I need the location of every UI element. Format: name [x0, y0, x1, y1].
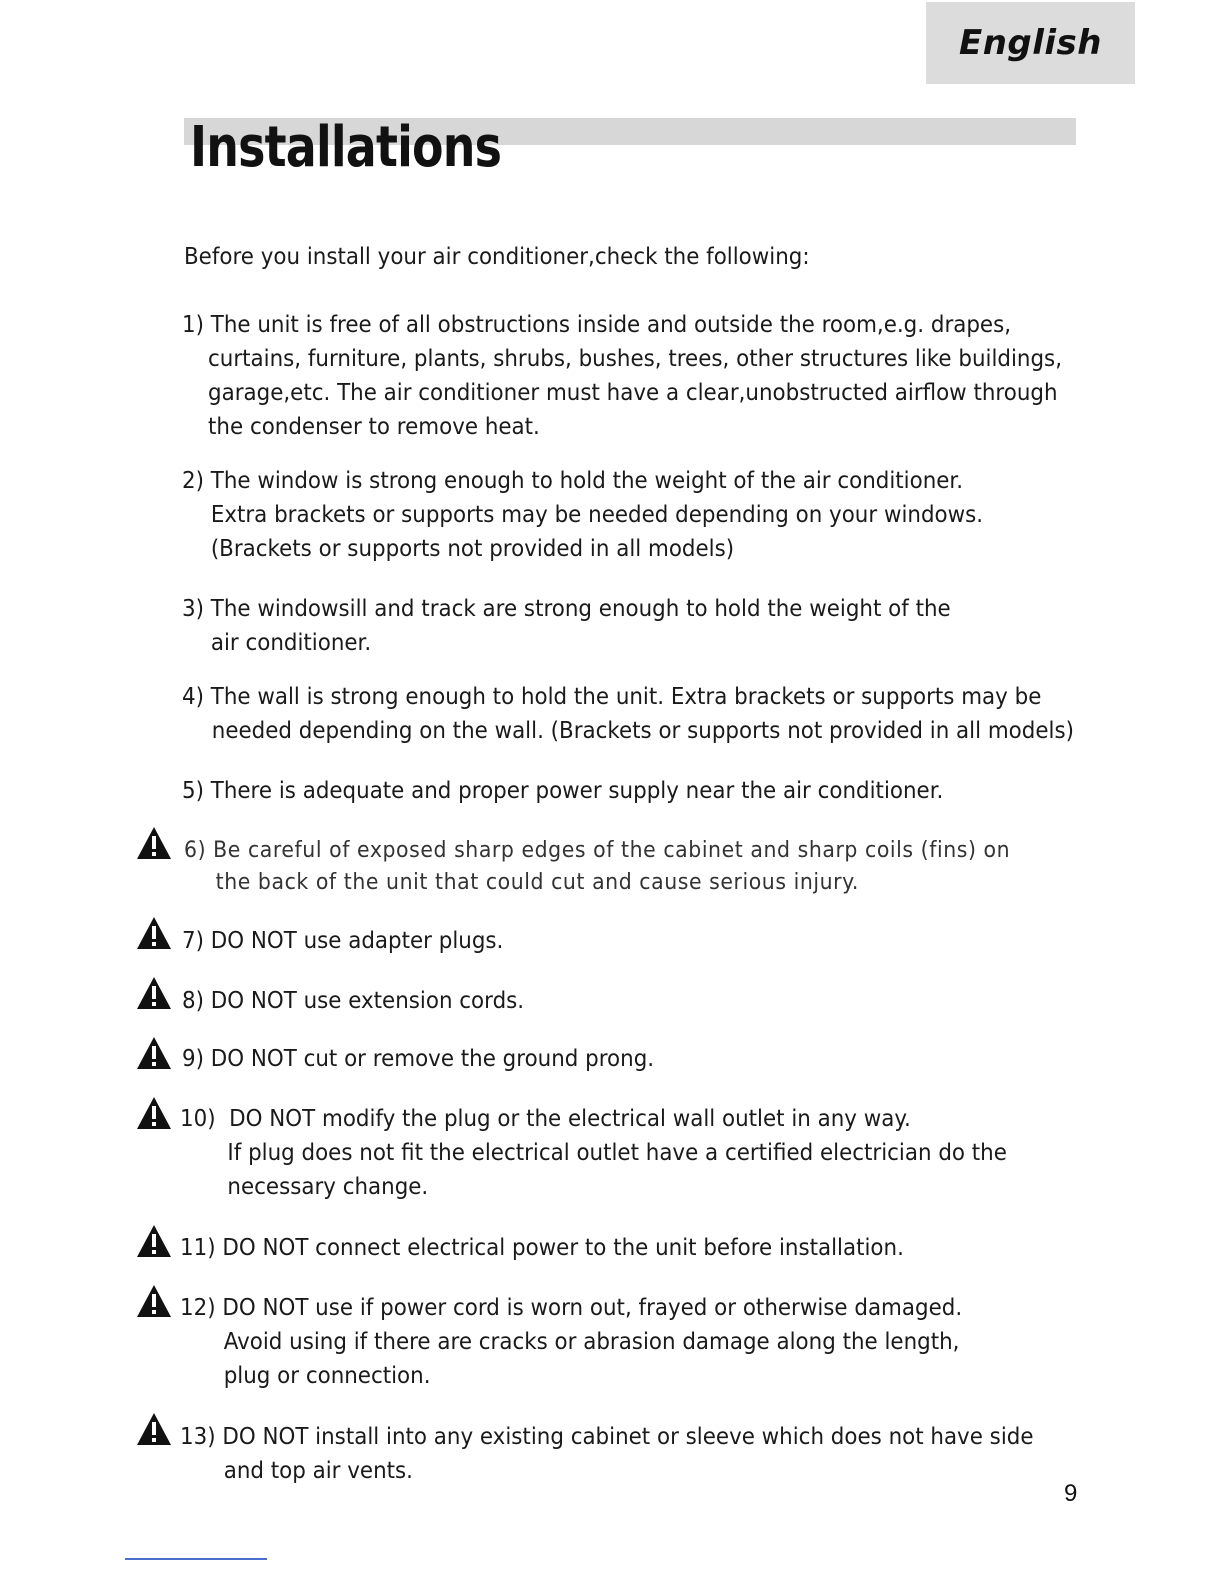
warning-icon	[136, 1412, 172, 1446]
language-label: English	[958, 23, 1103, 63]
item-text: the back of the unit that could cut and cause serious injury.	[215, 870, 859, 895]
page-number: 9	[1064, 1480, 1078, 1507]
list-item	[180, 1231, 904, 1265]
item-text: (Brackets or supports not provided in all models)	[210, 536, 735, 562]
warning-icon	[136, 916, 172, 950]
item-text: DO NOT connect electrical power to the unit before installation.	[222, 1235, 904, 1261]
item-text: DO NOT use if power cord is worn out, frayed or otherwise damaged.	[222, 1295, 963, 1321]
list-item	[182, 984, 524, 1018]
warning-icon	[136, 1036, 172, 1070]
list-item	[184, 835, 1010, 899]
item-number: 2)	[182, 468, 204, 494]
list-item	[182, 924, 503, 958]
item-text: necessary change.	[227, 1174, 429, 1200]
item-number: 6)	[184, 838, 207, 863]
warning-icon	[136, 1096, 172, 1130]
item-text: DO NOT install into any existing cabinet or sleeve which does not have side	[222, 1424, 1034, 1450]
item-text: There is adequate and proper power supply near the air conditioner.	[210, 778, 944, 804]
list-item	[180, 1291, 962, 1393]
item-number: 3)	[182, 596, 204, 622]
item-text: The windowsill and track are strong enough to hold the weight of the	[210, 596, 951, 622]
item-text: DO NOT use adapter plugs.	[210, 928, 504, 954]
item-text: Be careful of exposed sharp edges of the cabinet and sharp coils (fins) on	[213, 838, 1011, 863]
list-item	[182, 1042, 654, 1076]
item-text: If plug does not fit the electrical outlet have a certified electrician do the	[227, 1140, 1007, 1166]
item-number: 11)	[180, 1235, 216, 1261]
item-number: 10)	[180, 1106, 216, 1132]
warning-icon	[136, 826, 172, 860]
warning-icon	[136, 1284, 172, 1318]
bottom-rule	[125, 1558, 267, 1560]
item-text: The wall is strong enough to hold the unit. Extra brackets or supports may be	[210, 684, 1042, 710]
language-tab	[926, 2, 1135, 84]
list-item	[180, 1420, 1034, 1488]
item-number: 9)	[182, 1046, 204, 1072]
list-item	[180, 1102, 1007, 1204]
item-text: curtains, furniture, plants, shrubs, bushes, trees, other structures like buildings,	[208, 346, 1063, 372]
item-text: garage,etc. The air conditioner must have a clear,unobstructed airflow through	[208, 380, 1058, 406]
item-text: DO NOT use extension cords.	[210, 988, 525, 1014]
item-number: 5)	[182, 778, 204, 804]
list-item	[182, 774, 943, 808]
item-number: 4)	[182, 684, 204, 710]
item-number: 8)	[182, 988, 204, 1014]
item-text: Avoid using if there are cracks or abrasion damage along the length,	[223, 1329, 960, 1355]
page-title: Installations	[190, 115, 502, 180]
warning-icon	[136, 1224, 172, 1258]
item-text: plug or connection.	[223, 1363, 431, 1389]
item-text: and top air vents.	[223, 1458, 413, 1484]
item-text: Extra brackets or supports may be needed depending on your windows.	[210, 502, 984, 528]
item-text: The window is strong enough to hold the weight of the air conditioner.	[210, 468, 964, 494]
item-text: DO NOT cut or remove the ground prong.	[210, 1046, 655, 1072]
item-number: 7)	[182, 928, 204, 954]
list-item	[182, 308, 1062, 444]
item-number: 12)	[180, 1295, 216, 1321]
item-text: The unit is free of all obstructions inside and outside the room,e.g. drapes,	[210, 312, 1012, 338]
list-item	[182, 464, 983, 566]
list-item	[182, 592, 951, 660]
item-text: air conditioner.	[210, 630, 372, 656]
item-number: 13)	[180, 1424, 216, 1450]
item-text: needed depending on the wall. (Brackets or supports not provided in all models)	[211, 718, 1074, 744]
warning-icon	[136, 976, 172, 1010]
list-item	[182, 680, 1074, 748]
item-text: the condenser to remove heat.	[208, 414, 540, 440]
item-number: 1)	[182, 312, 204, 338]
intro-text: Before you install your air conditioner,check the following:	[184, 244, 810, 270]
item-text: DO NOT modify the plug or the electrical wall outlet in any way.	[229, 1106, 911, 1132]
